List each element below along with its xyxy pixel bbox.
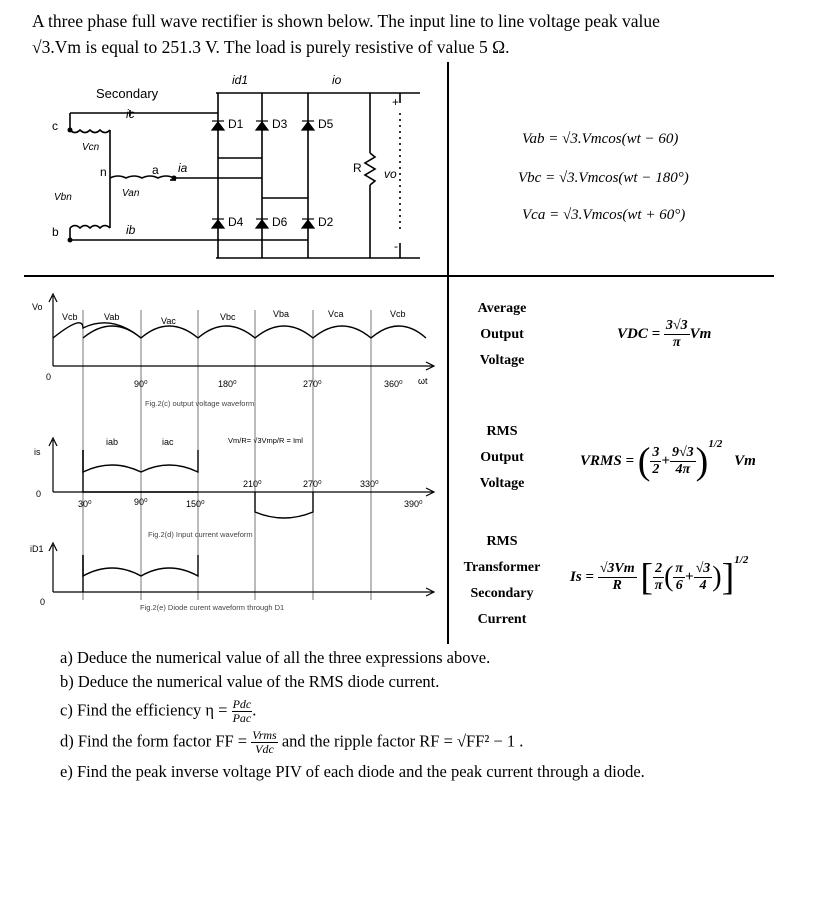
vertical-divider — [447, 62, 449, 644]
mid-tick-390: 390⁰ — [404, 499, 423, 509]
v-label-5: Vca — [328, 309, 344, 319]
label-node-b: b — [52, 225, 59, 239]
zero-1: 0 — [46, 372, 52, 382]
formula-vrms: VRMS = ( $\frac{3}{2}$ + $\frac{9√3}{4\pi}$ )$^{1/2}$ Vm — [580, 438, 756, 483]
mid-tick-30: 30⁰ — [78, 499, 92, 509]
label-node-c: c — [52, 119, 58, 133]
axis-is: is — [34, 447, 41, 457]
question-e: e) Find the peak inverse voltage PIV of each diode and the peak current through a diode. — [60, 762, 645, 781]
mid-tick-330: 330⁰ — [360, 479, 379, 489]
label-node-n: n — [100, 165, 107, 179]
label-vo: vo — [384, 167, 397, 181]
winding-a — [110, 176, 174, 178]
v-label-6: Vcb — [390, 309, 406, 319]
label-d5: D5 — [318, 117, 334, 131]
label-rms-transformer-secondary-current: RMS Transformer Secondary Current — [463, 534, 541, 627]
v-label-1: Vab — [104, 312, 120, 322]
question-a: a) Deduce the numerical value of all the three expressions above. — [60, 648, 491, 667]
axis-wt: ωt — [418, 376, 428, 386]
intro-line-1: A three phase full wave rectifier is shown below. The input line to line voltage peak value — [32, 11, 660, 31]
diode-d4 — [212, 220, 224, 228]
label-ib: ib — [126, 223, 136, 237]
secondary-label: Secondary — [96, 86, 159, 101]
zero-3: 0 — [40, 597, 46, 607]
fig-d-caption: Fig.2(d) Input current waveform — [148, 530, 253, 539]
equation-vbc: Vbc = √3.Vmcos(wt − 180°) — [518, 170, 689, 186]
equation-vca: Vca = √3.Vmcos(wt + 60°) — [522, 207, 686, 223]
v-label-4: Vba — [273, 309, 290, 319]
diode-d6 — [256, 220, 268, 228]
label-ic: ic — [126, 107, 135, 121]
label-r: R — [353, 161, 362, 175]
v-label-2: Vac — [161, 316, 176, 326]
label-vcn: Vcn — [82, 142, 100, 153]
label-rms-output-voltage: RMS Output Voltage — [479, 424, 525, 491]
mid-tick-150: 150⁰ — [186, 499, 205, 509]
waveform-diagrams — [28, 290, 440, 620]
label-d3: D3 — [272, 117, 288, 131]
v-label-0: Vcb — [62, 312, 78, 322]
question-d: d) Find the form factor FF = Vrms Vdc and the ripple factor RF = √FF² − 1 . — [60, 728, 524, 756]
mid-tick-270: 270⁰ — [303, 479, 322, 489]
label-ia: ia — [178, 161, 188, 175]
zero-2: 0 — [36, 489, 42, 499]
question-list — [60, 646, 645, 784]
current-note: Vm/R= √3Vmp/R = Iml — [228, 436, 303, 445]
diode-d5 — [302, 122, 314, 130]
label-io: io — [332, 73, 342, 87]
rectifier-circuit — [40, 68, 440, 268]
label-iab: iab — [106, 437, 119, 447]
question-c: c) Find the efficiency η = Pdc Pac . — [60, 697, 257, 725]
fig-e-caption: Fig.2(e) Diode curent waveform through D1 — [140, 603, 285, 612]
label-average-output-voltage: Average Output Voltage — [477, 301, 527, 368]
diode-d2 — [302, 220, 314, 228]
label-d1: D1 — [228, 117, 244, 131]
label-node-a: a — [152, 163, 159, 177]
axis-vo: Vo — [32, 302, 43, 312]
label-id1: id1 — [232, 73, 249, 87]
winding-b — [70, 226, 110, 229]
problem-intro — [32, 8, 802, 60]
fig-c-caption: Fig.2(c) output voltage waveform — [145, 399, 255, 408]
label-van: Van — [122, 188, 140, 199]
formula-vdc: VDC = $\frac{3√3}{\pi}$ Vm — [617, 318, 712, 350]
equation-vab: Vab = √3.Vmcos(wt − 60) — [522, 131, 679, 147]
label-plus-out: + — [392, 95, 400, 109]
intro-line-2: √3.Vm is equal to 251.3 V. The load is purely resistive of value 5 Ω. — [32, 37, 510, 57]
question-b: b) Deduce the numerical value of the RMS diode current. — [60, 672, 440, 691]
label-vbn: Vbn — [54, 192, 72, 203]
top-tick-90: 90⁰ — [134, 379, 148, 389]
winding-c — [70, 130, 110, 133]
label-minus-out: - — [394, 239, 398, 253]
label-iac: iac — [162, 437, 174, 447]
horizontal-divider — [24, 275, 774, 277]
mid-tick-210: 210⁰ — [243, 479, 262, 489]
top-tick-270: 270⁰ — [303, 379, 322, 389]
label-d2: D2 — [318, 215, 334, 229]
label-d6: D6 — [272, 215, 288, 229]
formula-is: Is = $\frac{√3Vm}{R}$ [ $\frac{2}{\pi}$ ( $\frac{\pi}{6}$ + $\frac{√3}{4}$ )]$^{1/2}$ — [570, 554, 749, 599]
diode-d1 — [212, 122, 224, 130]
axis-id1: iD1 — [30, 544, 44, 554]
mid-tick-90: 90⁰ — [134, 497, 148, 507]
v-label-3: Vbc — [220, 312, 236, 322]
diode-d3 — [256, 122, 268, 130]
top-tick-360: 360⁰ — [384, 379, 403, 389]
top-tick-180: 180⁰ — [218, 379, 237, 389]
label-d4: D4 — [228, 215, 244, 229]
